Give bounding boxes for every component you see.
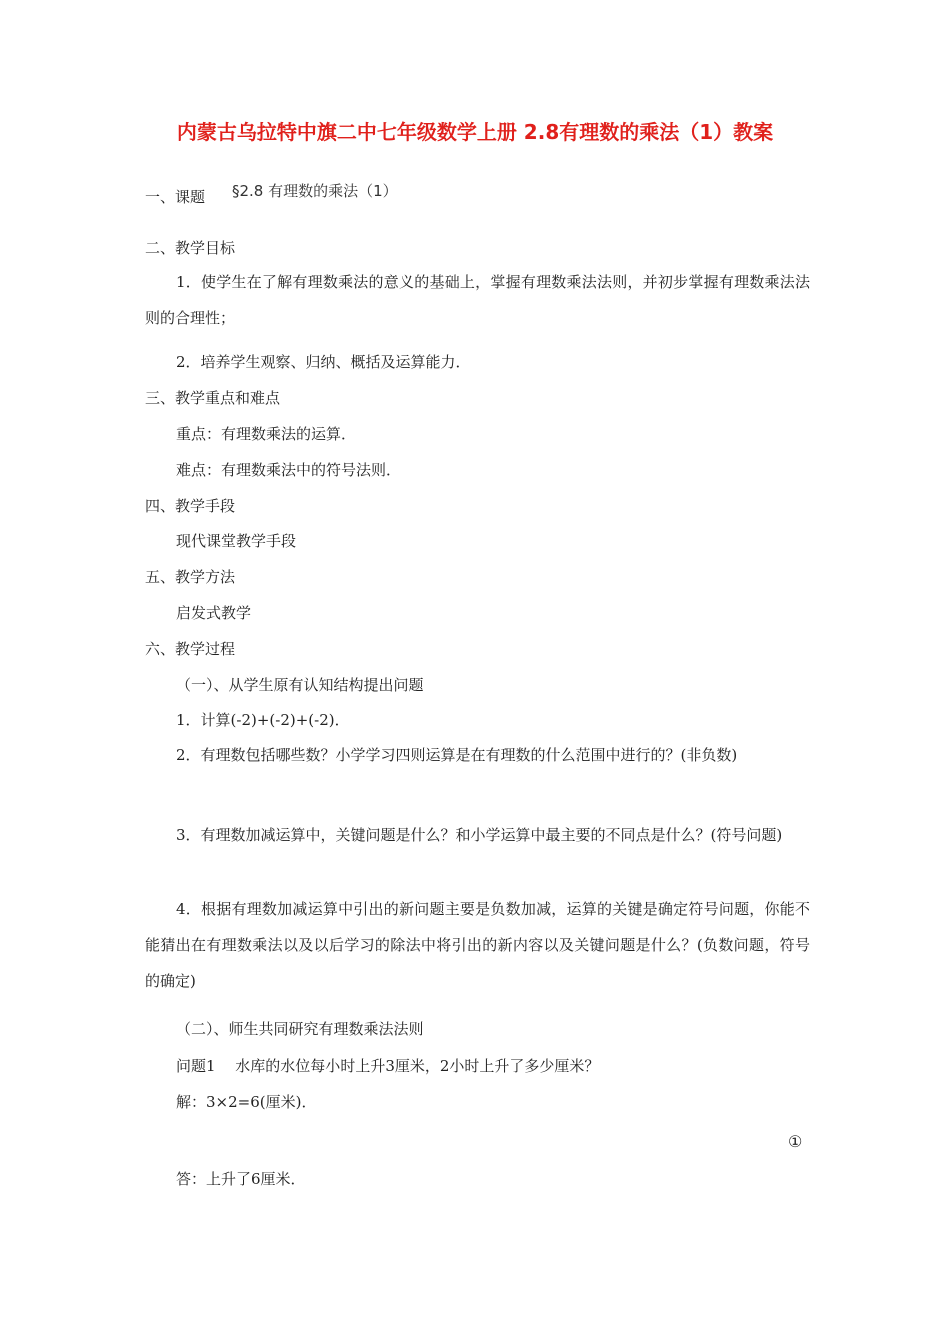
solution: 解：3×2=6(厘米)． — [176, 1093, 317, 1111]
equation-marker: ① — [788, 1132, 803, 1151]
goal-2: 2．培养学生观察、归纳、概括及运算能力． — [176, 353, 471, 371]
question-3: 3．有理数加减运算中，关键问题是什么？和小学运算中最主要的不同点是什么？(符号问题) — [176, 826, 783, 844]
answer: 答：上升了6厘米． — [176, 1170, 306, 1188]
method-text: 启发式教学 — [176, 604, 252, 622]
question-2: 2．有理数包括哪些数？小学学习四则运算是在有理数的什么范围中进行的？(非负数) — [176, 746, 738, 764]
problem-1: 问题1 水库的水位每小时上升3厘米，2小时上升了多少厘米？ — [176, 1057, 600, 1075]
question-4: 4．根据有理数加减运算中引出的新问题主要是负数加减，运算的关键是确定符号问题，你能不能猜出在有理数乘法以及以后学习的除法中将引出的新内容以及关键问题是什么？(负数问题，符号的确定) — [145, 900, 810, 990]
means-text: 现代课堂教学手段 — [176, 532, 297, 550]
goals-heading: 二、教学目标 — [145, 239, 236, 257]
part-2-heading: （二）、师生共同研究有理数乘法法则 — [176, 1020, 424, 1038]
means-heading: 四、教学手段 — [145, 497, 236, 515]
section-label: 一、课题 — [145, 188, 206, 206]
difficulty-point: 难点：有理数乘法中的符号法则． — [176, 461, 402, 479]
process-heading: 六、教学过程 — [145, 640, 236, 658]
method-heading: 五、教学方法 — [145, 568, 236, 586]
part-1-heading: （一）、从学生原有认知结构提出问题 — [176, 676, 424, 694]
key-point: 重点：有理数乘法的运算． — [176, 425, 357, 443]
question-1: 1．计算(-2)+(-2)+(-2)． — [176, 711, 350, 729]
section-heading: §2.8 有理数的乘法（1） — [232, 182, 398, 200]
document-title: 内蒙古乌拉特中旗二中七年级数学上册 2.8有理数的乘法（1）教案 — [176, 120, 774, 144]
key-heading: 三、教学重点和难点 — [145, 389, 281, 407]
goal-1: 1．使学生在了解有理数乘法的意义的基础上，掌握有理数乘法法则，并初步掌握有理数乘法法则的合理性； — [145, 273, 810, 327]
